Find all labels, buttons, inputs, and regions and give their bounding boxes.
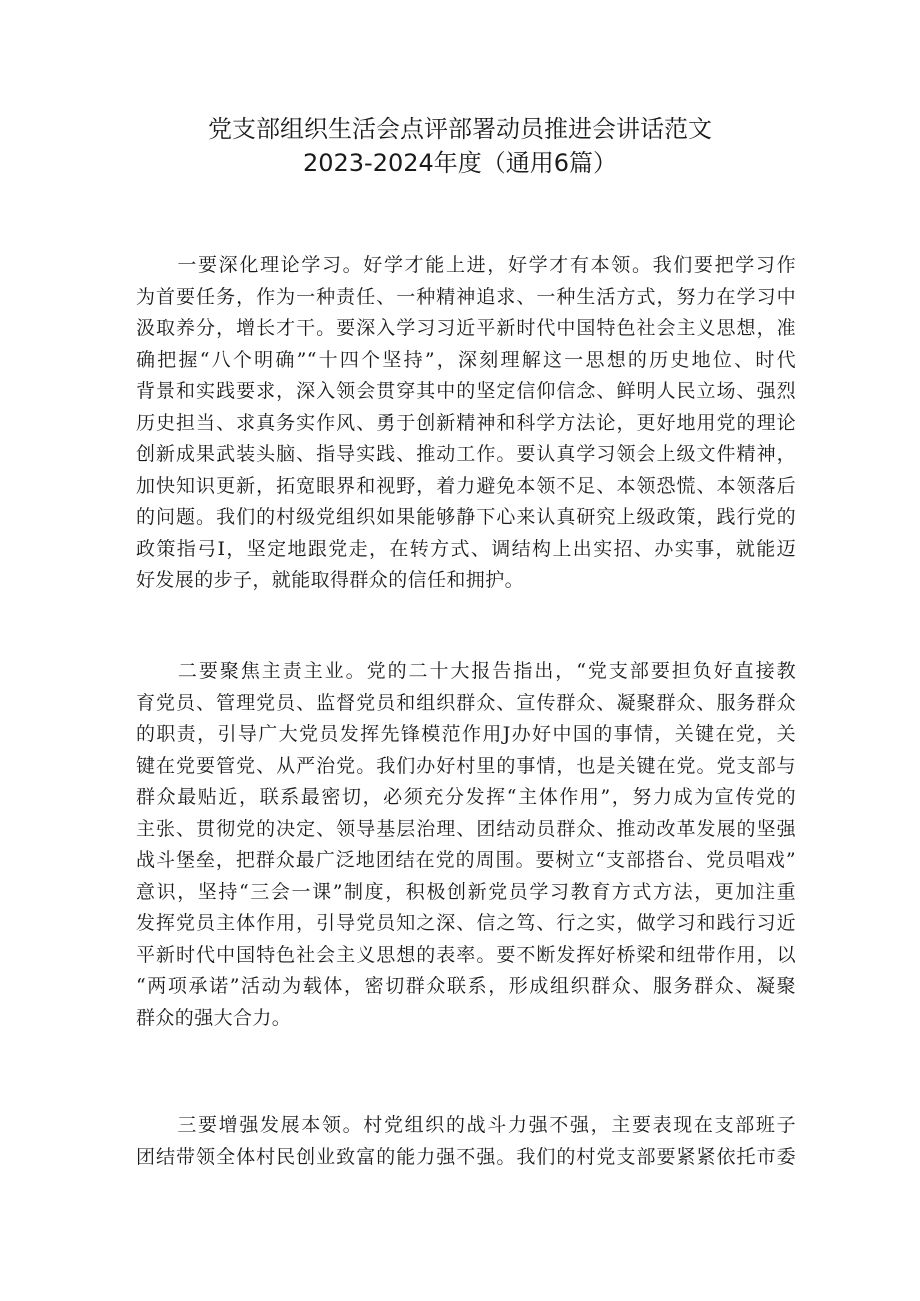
paragraph-line: 加快知识更新，拓宽眼界和视野，着力避免本领不足、本领恐慌、本领落后 xyxy=(136,474,796,497)
paragraph-line: 背景和实践要求，深入领会贯穿其中的坚定信仰信念、鲜明人民立场、强烈 xyxy=(136,380,796,402)
paragraph-line: 的问题。我们的村级党组织如果能够静下心来认真研究上级政策，践行党的 xyxy=(136,506,796,528)
paragraph-line: 团结带领全体村民创业致富的能力强不强。我们的村党支部要紧紧依托市委 xyxy=(136,1145,796,1168)
paragraph-line: 为首要任务，作为一种责任、一种精神追求、一种生活方式，努力在学习中 xyxy=(136,285,796,308)
paragraph-line: 平新时代中国特色社会主义思想的表率。要不断发挥好桥梁和纽带作用，以 xyxy=(136,943,796,966)
paragraph-line: 键在党要管党、从严治党。我们办好村里的事情，也是关键在党。党支部与 xyxy=(136,754,796,777)
paragraph-line: 创新成果武装头脑、指导实践、推动工作。要认真学习领会上级文件精神， xyxy=(136,443,796,465)
paragraph-1 xyxy=(136,250,796,597)
paragraph-line: 一要深化理论学习。好学才能上进，好学才有本领。我们要把学习作 xyxy=(136,254,796,276)
title-line-1: 党支部组织生活会点评部署动员推进会讲话范文 xyxy=(208,115,712,143)
paragraph-line: 确把握“八个明确”“十四个坚持”，深刻理解这一思想的历史地位、时代 xyxy=(136,348,796,371)
paragraph-line: 二要聚焦主责主业。党的二十大报告指出，“党支部要担负好直接教 xyxy=(136,660,796,682)
paragraph-line: 汲取养分，增长才干。要深入学习习近平新时代中国特色社会主义思想，准 xyxy=(136,317,796,339)
paragraph-line: 群众的强大合力。 xyxy=(136,1006,292,1029)
paragraph-line: 发挥党员主体作用，引导党员知之深、信之笃、行之实，做学习和践行习近 xyxy=(136,912,796,934)
paragraph-line: 群众最贴近，联系最密切，必须充分发挥“主体作用”，努力成为宣传党的 xyxy=(136,786,796,808)
paragraph-line: 历史担当、求真务实作风、勇于创新精神和科学方法论，更好地用党的理论 xyxy=(136,411,796,434)
title-line-2: 2023-2024年度（通用6篇） xyxy=(302,149,618,177)
paragraph-2 xyxy=(136,656,796,1034)
paragraph-line: 战斗堡垒，把群众最广泛地团结在党的周围。要树立“支部搭台、党员唱戏” xyxy=(136,849,796,871)
paragraph-line: 三要增强发展本领。村党组织的战斗力强不强，主要表现在支部班子 xyxy=(136,1114,796,1136)
paragraph-line: 主张、贯彻党的决定、领导基层治理、团结动员群众、推动改革发展的坚强 xyxy=(136,817,796,840)
paragraph-line: 好发展的步子，就能取得群众的信任和拥护。 xyxy=(136,569,525,591)
document-title xyxy=(0,112,920,180)
paragraph-3 xyxy=(136,1110,796,1173)
paragraph-line: 育党员、管理党员、监督党员和组织群众、宣传群众、凝聚群众、服务群众 xyxy=(136,691,796,714)
paragraph-line: 的职责，引导广大党员发挥先锋模范作用J办好中国的事情，关键在党，关 xyxy=(136,723,796,745)
paragraph-line: 政策指弓I，坚定地跟党走，在转方式、调结构上出实招、办实事，就能迈 xyxy=(136,537,796,560)
paragraph-line: 意识，坚持“三会一课”制度，积极创新党员学习教育方式方法，更加注重 xyxy=(136,880,796,903)
paragraph-line: “两项承诺”活动为载体，密切群众联系，形成组织群众、服务群众、凝聚 xyxy=(136,975,796,997)
